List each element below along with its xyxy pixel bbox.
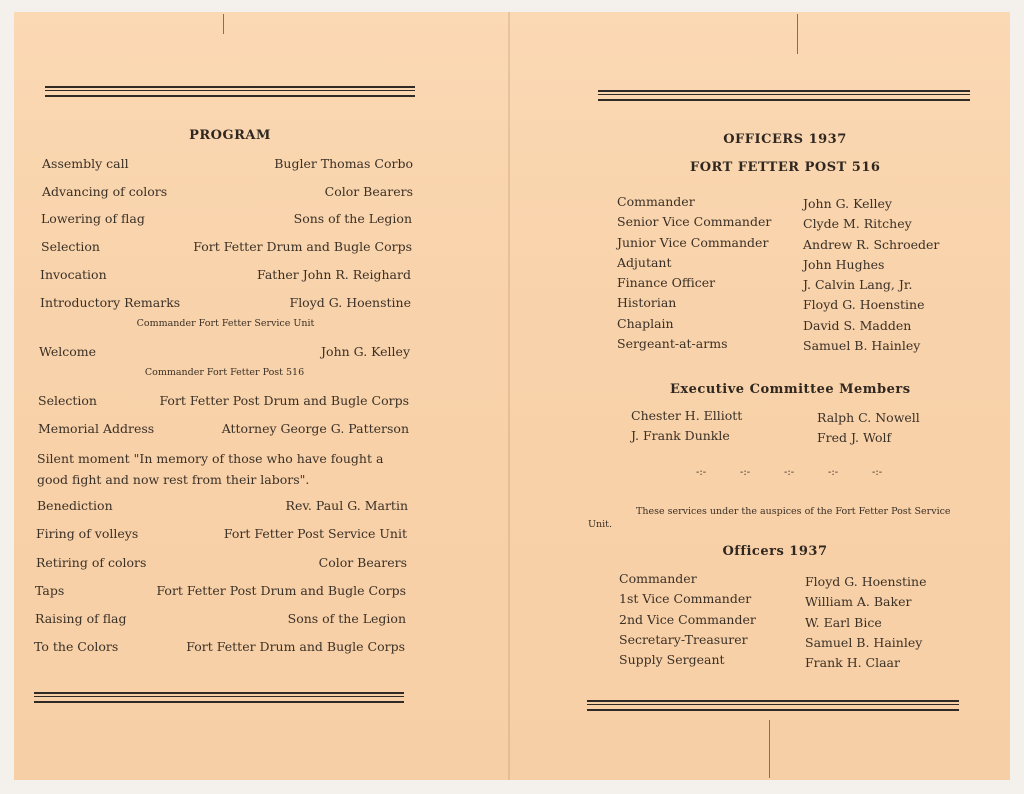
executive-title: Executive Committee Members xyxy=(670,382,911,397)
unit-officer-role: Supply Sergeant xyxy=(619,652,725,668)
program-item-label: Firing of volleys xyxy=(36,526,139,541)
auspices-note: These services under the auspices of the Fort Fetter Post Service Unit. xyxy=(588,506,951,530)
program-item-value: Color Bearers xyxy=(324,184,413,199)
program-item-label: Retiring of colors xyxy=(36,555,147,570)
unit-officer-name: W. Earl Bice xyxy=(805,614,882,630)
crease-mark xyxy=(797,14,798,54)
unit-officer-roles xyxy=(619,569,756,670)
crease-mark xyxy=(223,14,224,34)
officer-role: Chaplain xyxy=(617,315,674,331)
separator-ornaments xyxy=(696,467,916,478)
unit-officer-name: William A. Baker xyxy=(805,594,912,610)
officer-name: Samuel B. Hainley xyxy=(803,338,921,354)
center-fold xyxy=(508,12,510,780)
unit-officer-role: 1st Vice Commander xyxy=(619,591,752,607)
officer-name: Andrew R. Schroeder xyxy=(803,236,940,252)
program-item-label: Benediction xyxy=(37,498,113,513)
program-item-value: Fort Fetter Post Drum and Bugle Corps xyxy=(159,393,409,408)
program-item-label: Assembly call xyxy=(42,156,129,171)
program-item-label: Invocation xyxy=(40,267,107,282)
program-item-label: Selection xyxy=(38,393,97,408)
program-item-value: Fort Fetter Post Service Unit xyxy=(223,526,407,541)
officer-name: Floyd G. Hoenstine xyxy=(803,297,925,313)
executive-left xyxy=(631,406,742,447)
program-item-value: Floyd G. Hoenstine xyxy=(289,295,411,310)
program-item-value: Bugler Thomas Corbo xyxy=(274,156,413,171)
program-item-label: Selection xyxy=(41,239,100,254)
unit-officer-role: 2nd Vice Commander xyxy=(619,611,756,627)
officer-role: Junior Vice Commander xyxy=(617,234,769,250)
officer-role: Sergeant-at-arms xyxy=(617,336,728,352)
officer-name: John Hughes xyxy=(803,256,885,272)
program-item-value: John G. Kelley xyxy=(321,344,410,359)
program-item-value: Sons of the Legion xyxy=(293,211,412,226)
top-left-rule xyxy=(45,86,415,97)
program-item-value: Fort Fetter Post Drum and Bugle Corps xyxy=(156,583,406,598)
program-item-value: Sons of the Legion xyxy=(287,611,406,626)
officer-name: David S. Madden xyxy=(803,317,912,333)
program-item-value: Fort Fetter Drum and Bugle Corps xyxy=(193,239,412,254)
officer-name: John G. Kelley xyxy=(803,196,892,211)
executive-member: Fred J. Wolf xyxy=(817,430,892,446)
executive-member: Chester H. Elliott xyxy=(631,408,743,423)
program-item-label: Memorial Address xyxy=(38,421,155,436)
unit-officer-role: Commander xyxy=(619,571,697,586)
separator-mark: -:- xyxy=(872,467,883,478)
unit-officer-name: Floyd G. Hoenstine xyxy=(805,574,927,589)
program-item-label: Advancing of colors xyxy=(42,184,168,199)
post-title: FORT FETTER POST 516 xyxy=(690,160,881,175)
program-item-value: Fort Fetter Drum and Bugle Corps xyxy=(186,639,405,654)
officer-role: Historian xyxy=(617,295,677,311)
separator-mark: -:- xyxy=(696,467,707,478)
bottom-right-rule xyxy=(587,700,959,711)
separator-mark: -:- xyxy=(828,467,839,478)
officers-title: OFFICERS 1937 xyxy=(723,132,847,147)
separator-mark: -:- xyxy=(740,467,751,478)
program-item-label: Taps xyxy=(35,583,65,598)
officer-roles xyxy=(617,192,771,354)
program-item-subtitle: Commander Fort Fetter Post 516 xyxy=(144,367,305,378)
program-item-value: Father John R. Reighard xyxy=(257,267,411,282)
unit-officer-role: Secretary-Treasurer xyxy=(619,631,748,647)
program-item-label: Raising of flag xyxy=(35,611,127,626)
executive-member: Ralph C. Nowell xyxy=(817,410,920,425)
unit-officer-names xyxy=(805,572,926,673)
officer-names xyxy=(803,194,939,356)
program-item-subtitle: Commander Fort Fetter Service Unit xyxy=(136,318,315,329)
executive-right xyxy=(817,408,920,449)
crease-mark xyxy=(769,720,770,778)
officer-role: Finance Officer xyxy=(617,275,716,291)
program-item-value: Rev. Paul G. Martin xyxy=(285,498,408,513)
program-title: PROGRAM xyxy=(189,128,271,143)
officer-role: Senior Vice Commander xyxy=(617,214,772,230)
officer-role: Adjutant xyxy=(617,254,672,270)
program-item-value: Color Bearers xyxy=(318,555,407,570)
program-item-label: Lowering of flag xyxy=(41,211,145,226)
unit-officers-title: Officers 1937 xyxy=(722,544,828,559)
officer-role: Commander xyxy=(617,194,695,209)
program-item-value: Attorney George G. Patterson xyxy=(221,421,409,436)
program-item-label: Welcome xyxy=(39,344,97,359)
bottom-left-rule xyxy=(34,692,404,703)
unit-officer-name: Frank H. Claar xyxy=(805,655,900,671)
executive-member: J. Frank Dunkle xyxy=(631,428,730,444)
separator-mark: -:- xyxy=(784,467,795,478)
program-item-label: Introductory Remarks xyxy=(40,295,181,310)
silent-moment-text: Silent moment "In memory of those who have fought a good fight and now rest from their labors". xyxy=(37,451,384,487)
officer-name: J. Calvin Lang, Jr. xyxy=(803,277,913,293)
top-right-rule xyxy=(598,90,970,101)
officer-name: Clyde M. Ritchey xyxy=(803,216,912,232)
program-item-label: To the Colors xyxy=(34,639,119,654)
unit-officer-name: Samuel B. Hainley xyxy=(805,634,923,650)
